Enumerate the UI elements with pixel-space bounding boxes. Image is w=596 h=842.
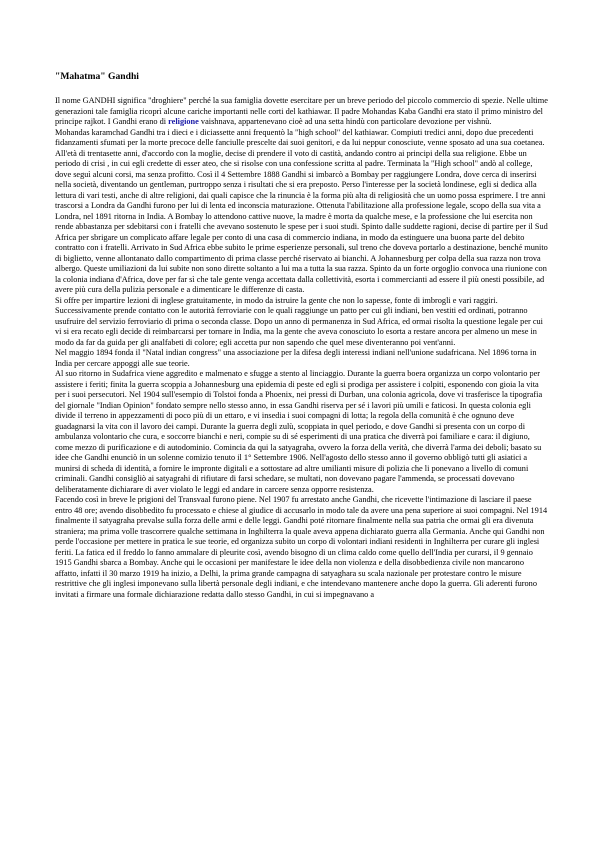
paragraph-family-tail: vaishnava, appartenevano cioè ad una setta hindù con particolare devozione per vishnù.: [198, 117, 492, 126]
religion-link[interactable]: religione: [168, 117, 199, 126]
paragraph-family-text: Il nome GANDHI significa "droghiere" perché la sua famiglia dovette esercitare per un breve periodo del piccolo commercio di spezie. Nelle ultime generazioni tale famiglia ricoprì alcune cariche importanti nelle corti del kathiawar. Il padre Mohandas Kaba Gandhi era stato il primo ministro del principe rajkot. I Gandhi erano di: [55, 96, 548, 126]
page-title: "Mahatma" Gandhi: [55, 71, 139, 82]
paragraph-transvaal: Facendo così in breve le prigioni del Transvaal furono piene. Nel 1907 fu arrestato anche Gandhi, che ricevette l'intimazione di lasciare il paese entro 48 ore; avendo disobbedito fu processato e chiese al giudice di accusarlo in modo tale da avere una pena superiore ai suoi compagni. Nel 1914 finalmente il satyagraha prevalse sulla forza delle armi e delle leggi. Gandhi poté ritornare finalmente nella sua patria che ormai gli era divenuta straniera; ma prima volle trascorrere qualche settimana in Inghilterra la quale aveva appena dichiarato guerra alla Germania. Anche qui Gandhi non perde l'occasione per mettere in pratica le sue teorie, ed organizza subito un corpo di volontari indiani residenti in Inghilterra per curare gli inglesi feriti. La fatica ed il freddo lo fanno ammalare di pleurite così, avendo bisogno di un clima caldo come quello dell'India per curarsi, il 9 gennaio 1915 Gandhi sbarca a Bombay. Anche qui le occasioni per manifestare le idee della non violenza e della disobbedienza civile non mancarono affatto, infatti il 30 marzo 1919 ha inizio, a Delhi, la prima grande campagna di satyaghara su scala nazionale per protestare contro le misure restrittive che gli inglesi imponevano sulla libertà personale degli indiani, e che intendevano mantenere anche dopo la guerra. Gli aderenti furono invitati a firmare una formale dichiarazione redatta dallo stesso Gandhi, in cui si impegnavano a: [55, 495, 548, 599]
paragraph-english-lessons: Si offre per impartire lezioni di inglese gratuitamente, in modo da istruire la gente che non lo sapesse, fonte di imbrogli e vari raggiri. Successivamente prende contatto con le autorità ferroviarie con le quali raggiunge un patto per cui gli indiani, ben vestiti ed ordinati, potranno usufruire del servizio ferroviario di prima o seconda classe. Dopo un anno di permanenza in Sud Africa, ed ormai risolta la questione legale per cui vi si era recato egli decide di reimbarcarsi per tornare in India, ma la gente che aveva conosciuto lo esorta a restare ancora per almeno un mese in modo da far da guida per gli analfabeti di colore; egli accetta pur non sapendo che quel mese diventeranno poi vent'anni.: [55, 295, 543, 347]
paragraph-family: [55, 96, 549, 128]
paragraph-natal-congress: Nel maggio 1894 fonda il "Natal indian congress" una associazione per la difesa degli interessi indiani nell'unione sudafricana. Nel 1896 torna in India per cercare appoggi alle sue teorie.: [55, 348, 537, 368]
document-body: [55, 96, 549, 600]
paragraph-return-south-africa: Al suo ritorno in Sudafrica viene aggredito e malmenato e sfugge a stento al linciaggio. Durante la guerra boera organizza un corpo volontario per assistere i feriti; finita la guerra scoppia a Johannesburg una epidemia di peste ed egli si prodiga per assistere i colpiti, esponendo con gioia la vita per i suoi persecutori. Nel 1904 sull'esempio di Tolstoi fonda a Phoenix, nei pressi di Durban, una colonia agricola, dove vi trasferisce la tipografia del giornale "Indian Opinion" fondato sempre nello stesso anno, in essa Gandhi riserva per sé i lavori più umili e faticosi. In questa colonia egli divide il terreno in appezzamenti di poco più di un ettaro, e vi insedia i suoi compagni di lotta; la regola della comunità è che ognuno deve guadagnarsi la vita con il lavoro dei campi. Durante la guerra degli zulù, scoppiata in quel periodo, e dove Gandhi si presenta con un corpo di ambulanza volontario che cura, e soccorre bianchi e neri, compie su di sé esperimenti di una pratica che diverrà poi familiare e cara: il digiuno, come mezzo di purificazione e di autodominio. Comincia da qui la satyagraha, ovvero la forza della verità, che diverrà l'arma dei deboli; basato su idee che Gandhi enunciò in un solenne comizio tenuto il 1° Settembre 1906. Nell'agosto dello stesso anno il governo obbligò tutti gli asiatici a munirsi di scheda di identità, a fornire le impronte digitali e a sottostare ad altre umilianti misure di polizia che li ponevano a livello di comuni criminali. Gandhi consigliò ai satyagrahi di rifiutare di farsi schedare, se multati, non dovevano pagare l'ammenda, se processati dovevano deliberatamente dichiarare di aver violato le leggi ed andare in carcere senza opporre resistenza.: [55, 369, 543, 494]
paragraph-youth: Mohandas karamchad Gandhi tra i dieci e i diciassette anni frequentò la "high school" del kathiawar. Compiuti tredici anni, dopo due precedenti fidanzamenti sfumati per la morte precoce delle fanciulle prescelte dai suoi genitori, e da lui neppur conosciute, venne sposato ad una sua coetanea. All'età di trentasette anni, d'accordo con la moglie, decise di prendere il voto di castità, andando contro ai principi della sua religione. Ebbe un periodo di crisi , in cui egli credette di esser ateo, che si risolse con una confessione scritta al padre. Terminata la "High school" andò al college, dove seguì alcuni corsi, ma senza profitto. Così il 4 Settembre 1888 Gandhi si imbarcò a Bombay per raggiungere Londra, dove cerca di inserirsi nella società, diventando un gentleman, purtroppo senza i risultati che si era preposto. Perso l'interesse per la società londinese, egli si dedica alla lettura di vari testi, anche di altre religioni, dai quali capisce che la rinuncia è la forma più alta di religiosità che un uomo possa esprimere. I tre anni trascorsi a Londra da Gandhi furono per lui di lenta ed inconscia maturazione. Ottenuta l'abilitazione alla professione legale, scopo della sua vita a Londra, nel 1891 ritorna in India. A Bombay lo attendono cattive nuove, la madre è morta da qualche mese, e la professione che lui esercita non rende abbastanza per sdebitarsi con i fratelli che avevano sostenuto le spese per i suoi studi. Spinto dalle suddette ragioni, decise di partire per il Sud Africa per sbrigare un complicato affare legale per conto di una casa di commercio indiana, in modo da estinguere una buona parte del debito contratto con i fratelli. Arrivato in Sud Africa ebbe subito le prime esperienze personali, sul treno che doveva portarlo a destinazione, benché munito di biglietto, venne allontanato dallo compartimento di prima classe perché riservato ai bianchi. A Johannesburg per colpa della sua razza non trova albergo. Queste umiliazioni da lui subite non sono dirette soltanto a lui ma a tutta la sua razza. Spinto da un forte orgoglio convoca una riunione con la colonia indiana d'Africa, dove per far sì che tale gente venga accettata dalla collettività, esorta i commercianti ad essere il più onesti possibile, ad avere più cura della pulizia personale e a dimenticare le differenze di casta.: [55, 127, 548, 294]
